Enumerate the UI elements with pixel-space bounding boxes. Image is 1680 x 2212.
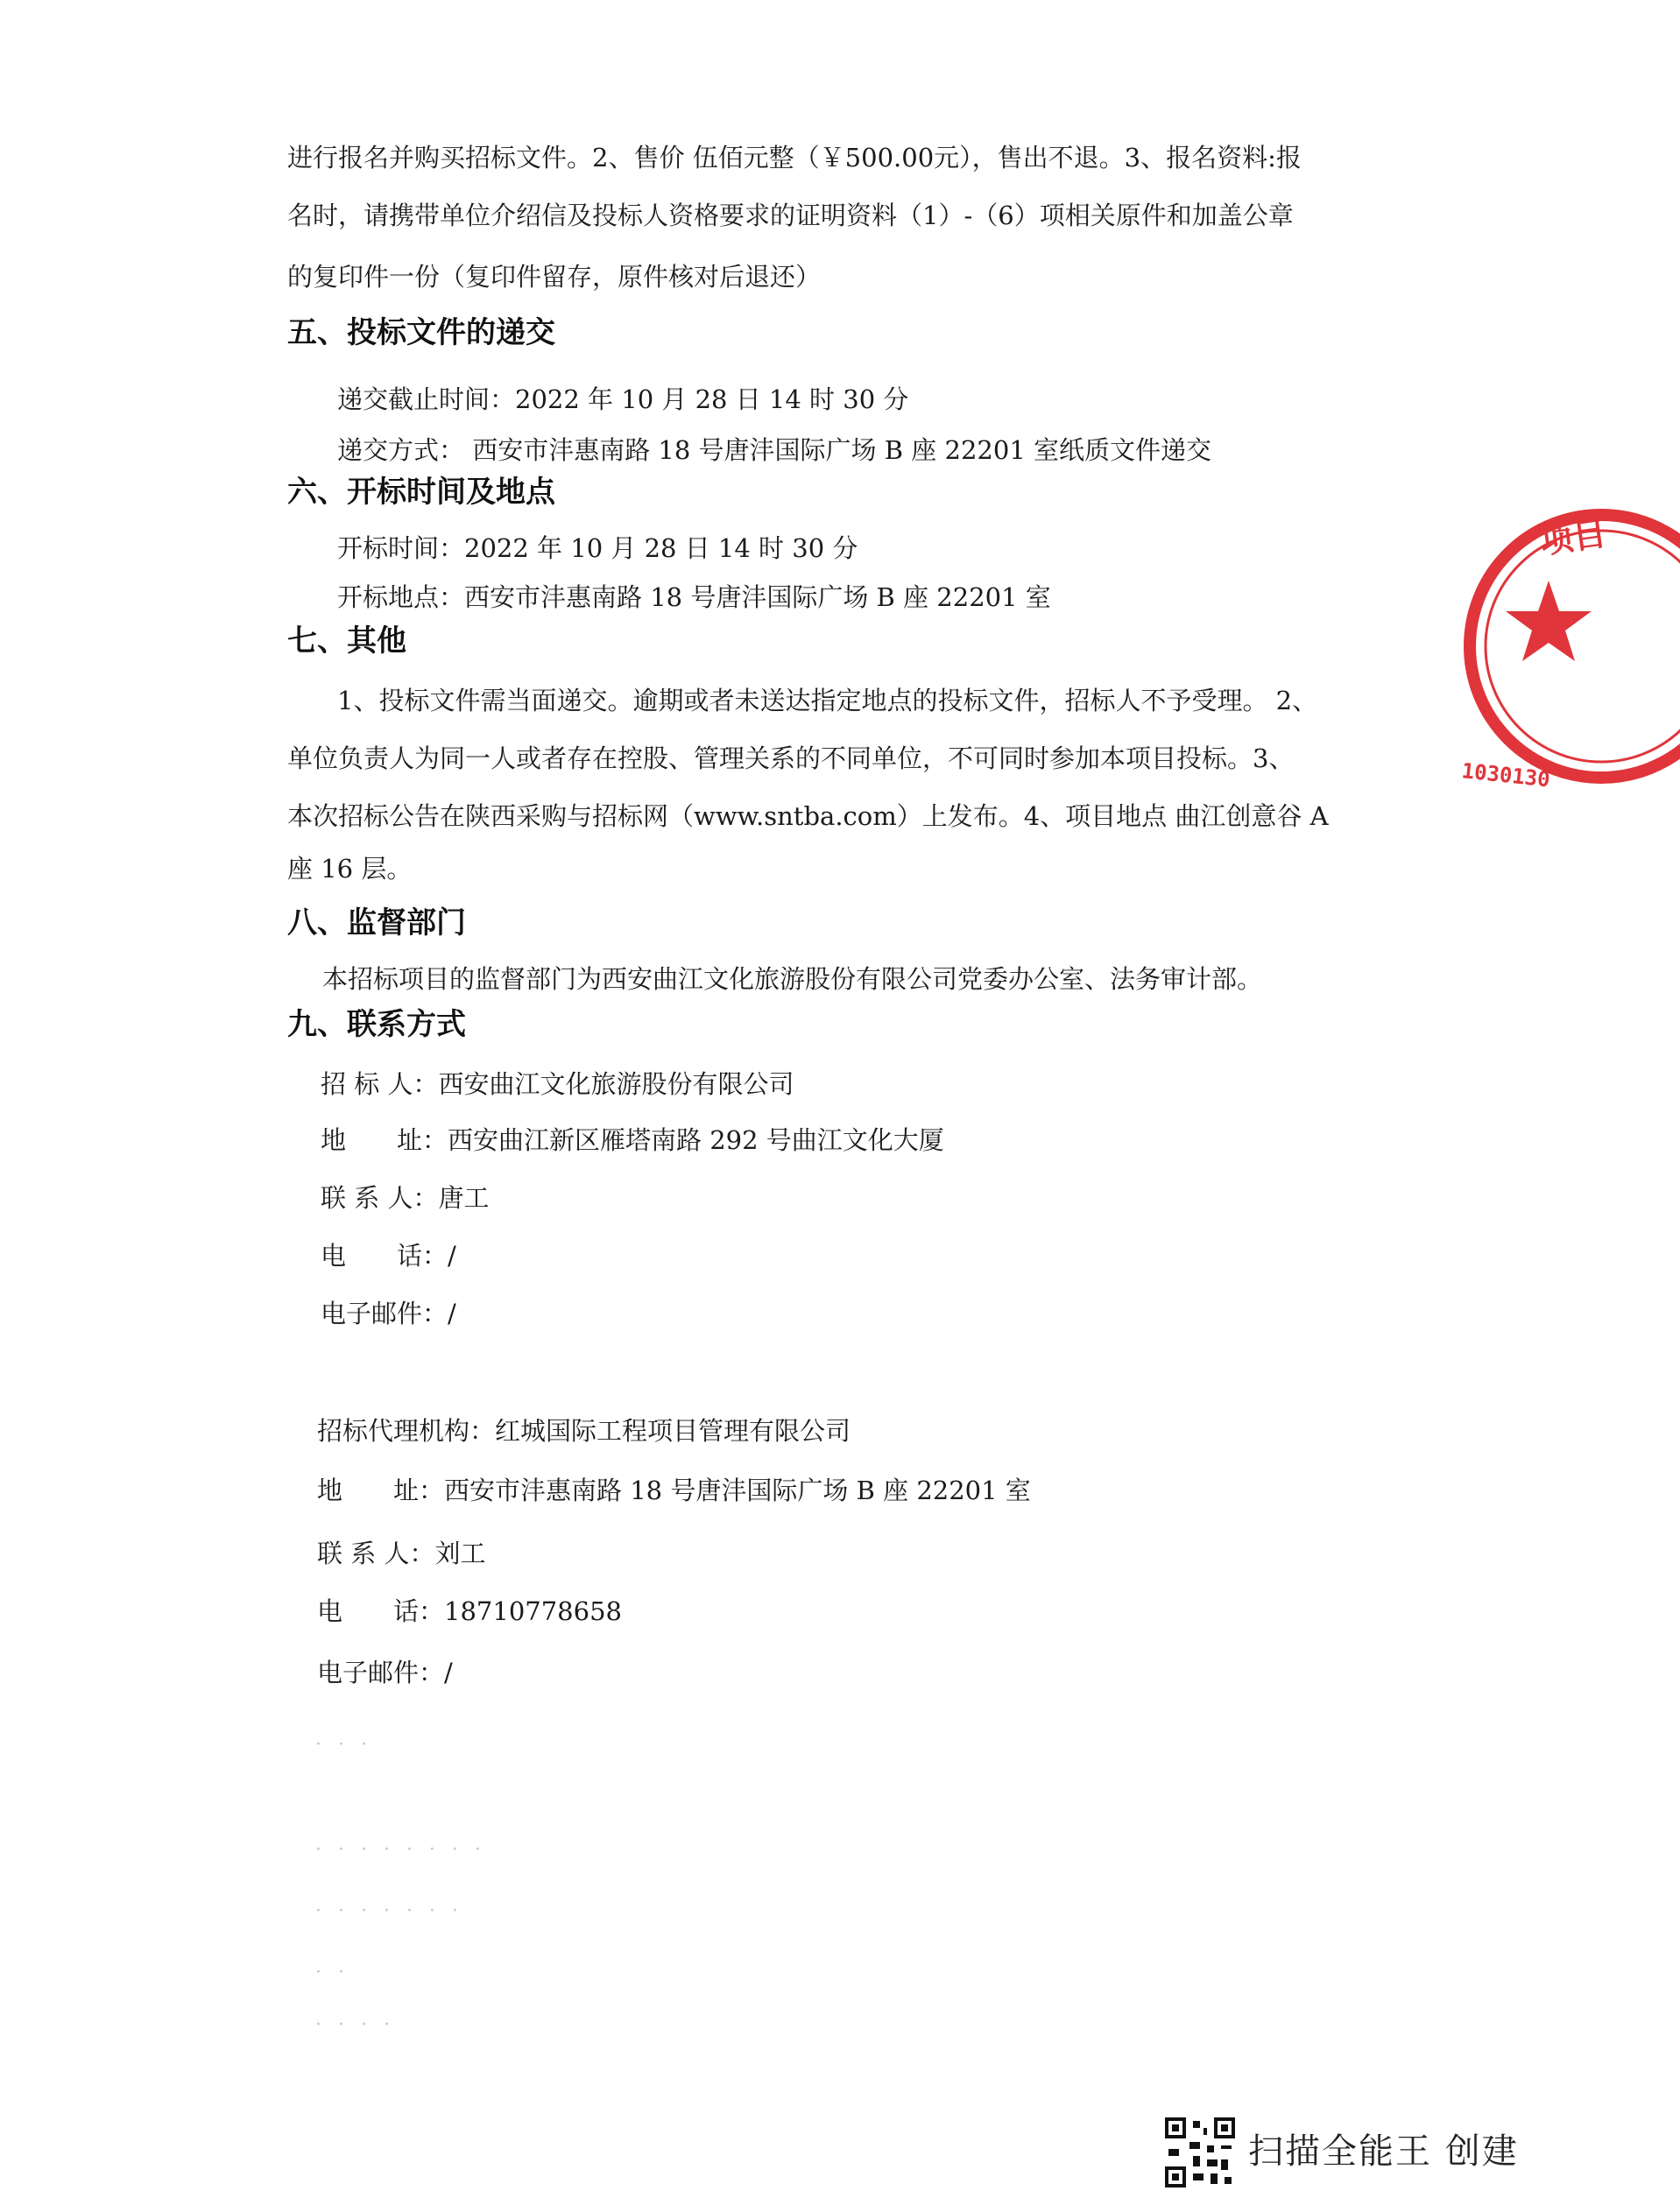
seal-top-text: 项目 [1537, 513, 1609, 561]
section-heading: 九、联系方式 [287, 1007, 466, 1042]
email-value: / [444, 1658, 453, 1687]
paragraph-line: 进行报名并购买招标文件。2、售价 伍佰元整（￥500.00元），售出不退。3、报名资料:报 [287, 143, 1302, 173]
agency-value: 红城国际工程项目管理有限公司 [495, 1416, 851, 1446]
paragraph-line: 的复印件一份（复印件留存，原件核对后退还） [287, 262, 822, 292]
address-label: 地 址： [321, 1125, 448, 1155]
agency-email-row [317, 1655, 453, 1690]
paragraph-line: 1、投标文件需当面递交。逾期或者未送达指定地点的投标文件，招标人不予受理。 2、 [337, 686, 1318, 715]
scan-noise: · · [315, 1962, 349, 1983]
section-heading: 六、开标时间及地点 [287, 475, 555, 510]
phone-label: 电 话： [317, 1596, 445, 1626]
scan-noise: · · · · · · · [315, 1900, 463, 1922]
section-heading: 七、其他 [287, 623, 406, 659]
agency-phone-row [317, 1594, 622, 1629]
email-label: 电子邮件： [317, 1658, 445, 1687]
red-seal-stamp [1461, 480, 1680, 813]
scan-noise: · · · · · · · · [315, 1839, 486, 1861]
contact-label: 联 系 人： [317, 1539, 435, 1568]
address-value: 西安市沣惠南路 18 号唐沣国际广场 B 座 22201 室 [444, 1476, 1031, 1505]
seal-number-text: 1030130 [1460, 758, 1551, 793]
seal-inner-ring [1486, 531, 1680, 762]
scan-noise: · · · [315, 1734, 372, 1756]
paragraph-line: 本次招标公告在陕西采购与招标网（www.sntba.com）上发布。4、项目地点 曲江创意谷 A [287, 801, 1329, 831]
phone-value: 18710778658 [444, 1596, 622, 1626]
paragraph-line: 本招标项目的监督部门为西安曲江文化旅游股份有限公司党委办公室、法务审计部。 [322, 964, 1263, 994]
opening-time: 开标时间：2022 年 10 月 28 日 14 时 30 分 [337, 533, 858, 563]
section-heading: 五、投标文件的递交 [287, 315, 555, 350]
tenderer-row [321, 1067, 794, 1102]
email-label: 电子邮件： [321, 1299, 448, 1328]
paragraph-line: 名时，请携带单位介绍信及投标人资格要求的证明资料（1）-（6）项相关原件和加盖公章 [287, 201, 1294, 230]
address-label: 地 址： [317, 1476, 445, 1505]
scanner-watermark-text: 扫描全能王 创建 [1248, 2131, 1519, 2172]
tenderer-value: 西安曲江文化旅游股份有限公司 [438, 1069, 794, 1099]
contact-value: 刘工 [434, 1539, 486, 1568]
section-heading: 八、监督部门 [287, 905, 466, 940]
email-value: / [448, 1299, 456, 1328]
tenderer-contact-row [321, 1180, 489, 1215]
seal-star-icon [1506, 581, 1592, 661]
paragraph-line: 单位负责人为同一人或者存在控股、管理关系的不同单位，不可同时参加本项目投标。3、 [287, 743, 1295, 773]
tenderer-phone-row [321, 1238, 456, 1273]
tenderer-label: 招 标 人： [321, 1069, 439, 1099]
phone-label: 电 话： [321, 1241, 448, 1271]
agency-row [317, 1413, 851, 1448]
scanner-watermark [1165, 2117, 1533, 2187]
agency-contact-row [317, 1536, 485, 1571]
paragraph-line: 座 16 层。 [287, 854, 413, 884]
address-value: 西安曲江新区雁塔南路 292 号曲江文化大厦 [448, 1125, 944, 1155]
agency-label: 招标代理机构： [317, 1416, 496, 1446]
submission-method: 递交方式： 西安市沣惠南路 18 号唐沣国际广场 B 座 22201 室纸质文件递交 [337, 435, 1211, 465]
tenderer-address-row [321, 1123, 944, 1158]
contact-label: 联 系 人： [321, 1183, 439, 1213]
opening-place: 开标地点：西安市沣惠南路 18 号唐沣国际广场 B 座 22201 室 [337, 582, 1051, 612]
agency-address-row [317, 1473, 1031, 1508]
tenderer-email-row [321, 1296, 456, 1331]
submission-deadline: 递交截止时间：2022 年 10 月 28 日 14 时 30 分 [337, 384, 909, 414]
phone-value: / [448, 1241, 456, 1271]
contact-value: 唐工 [438, 1183, 490, 1213]
qr-code-icon [1165, 2117, 1235, 2187]
scan-noise: · · · · [315, 2014, 395, 2036]
